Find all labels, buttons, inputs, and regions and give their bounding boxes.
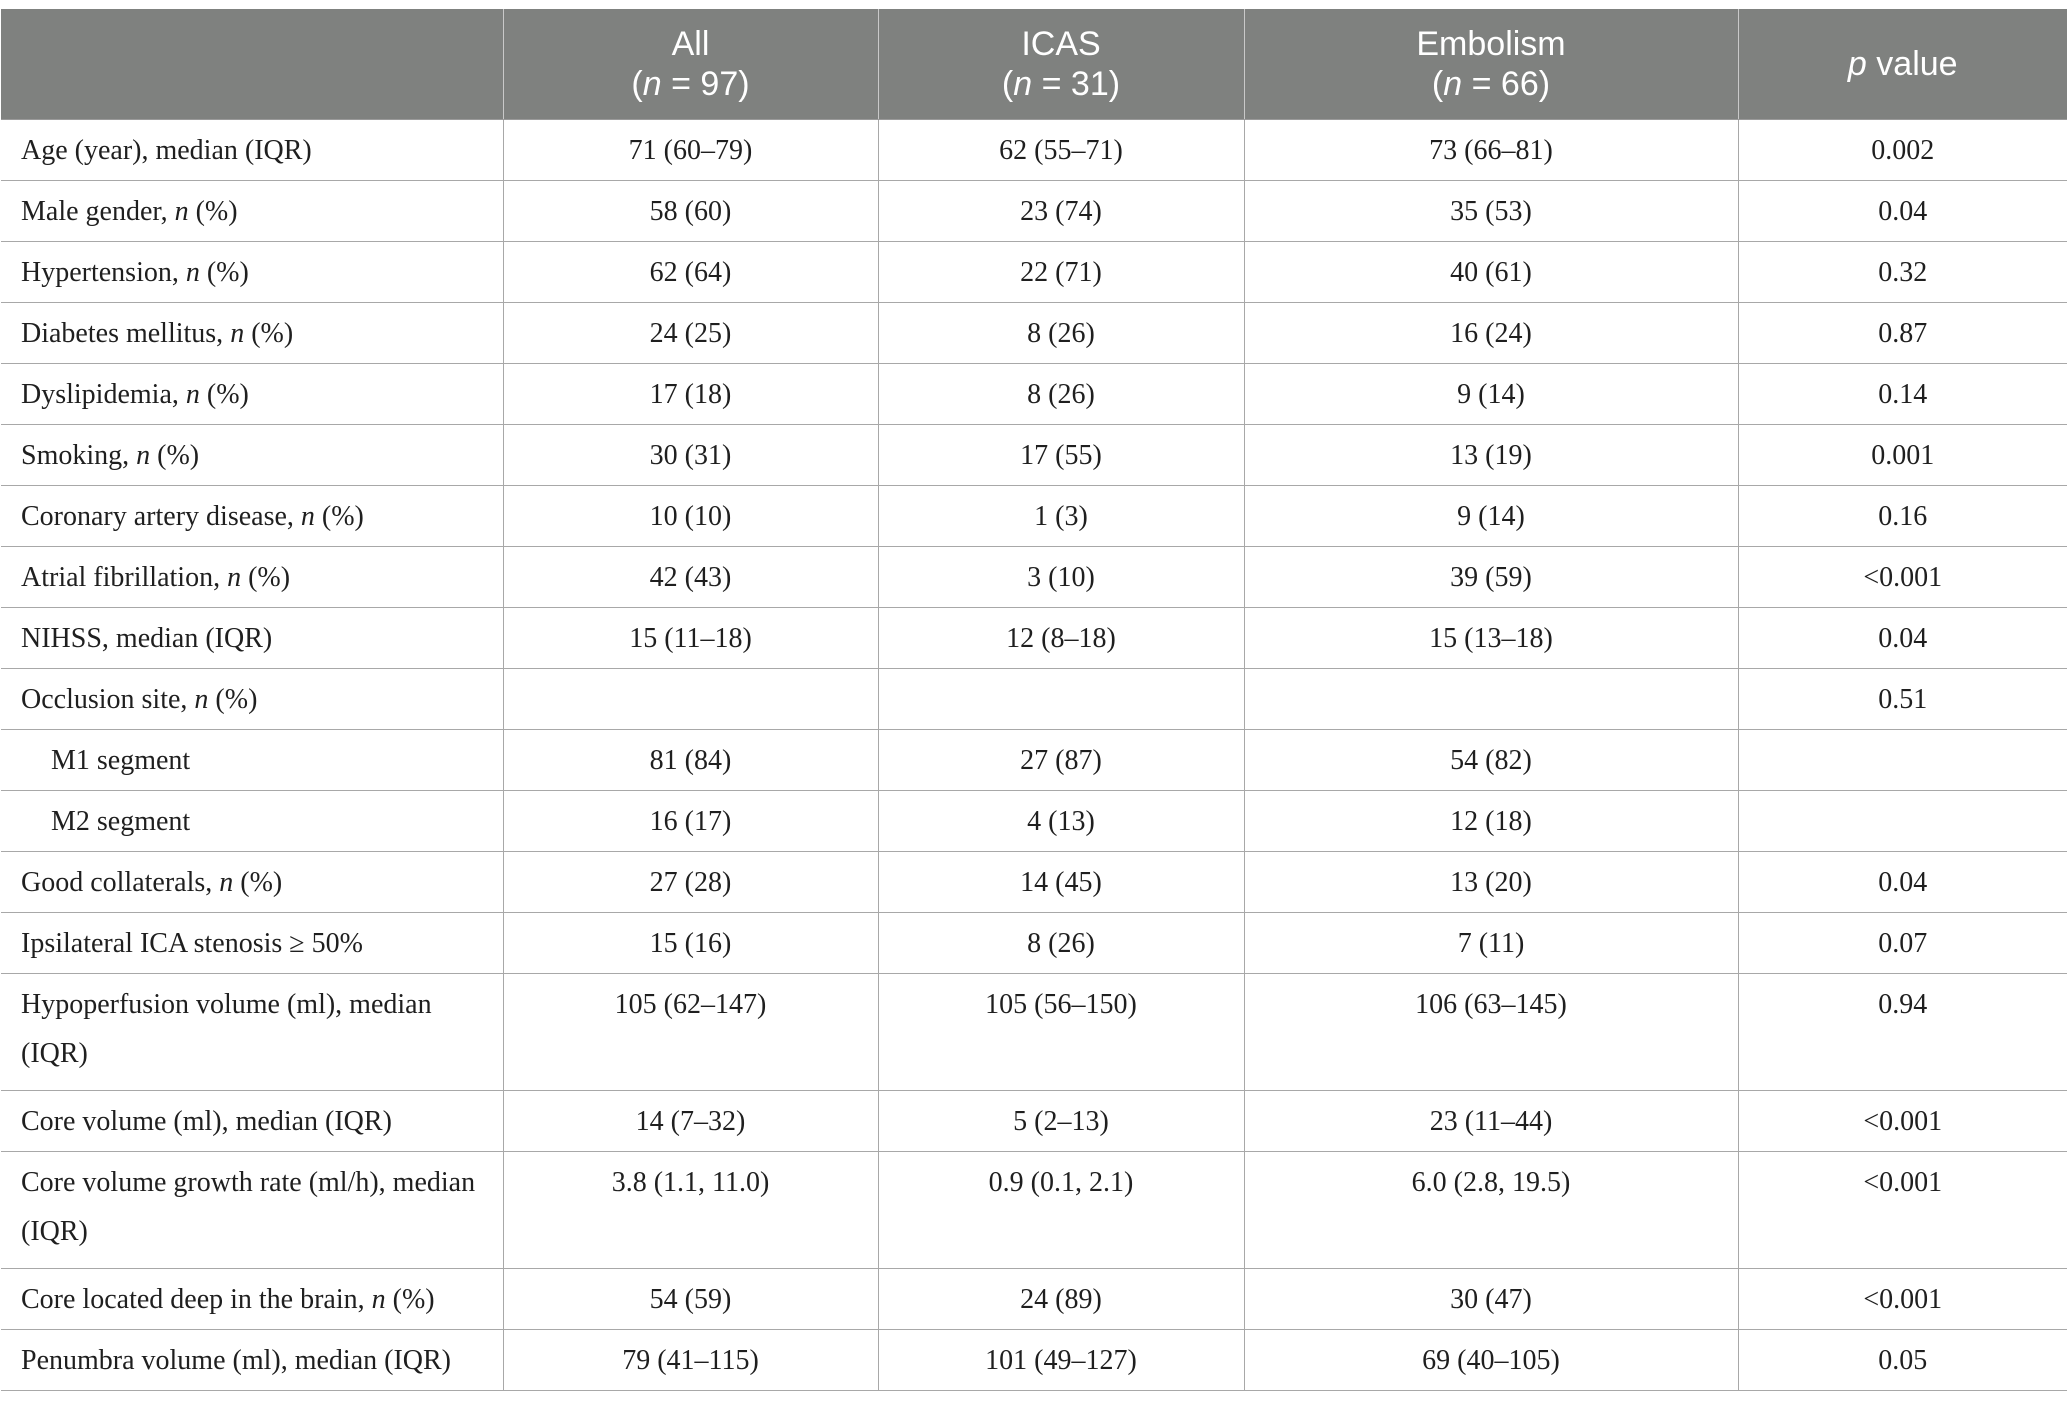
cell-all: 30 (31) bbox=[503, 425, 878, 486]
row-label: Smoking, n (%) bbox=[1, 425, 503, 486]
cell-all: 16 (17) bbox=[503, 791, 878, 852]
table-row bbox=[1, 852, 2067, 913]
cell-embolism: 13 (19) bbox=[1244, 425, 1738, 486]
cell-all: 81 (84) bbox=[503, 730, 878, 791]
table-row bbox=[1, 974, 2067, 1091]
row-label: M1 segment bbox=[1, 730, 503, 791]
cell-p-value: 0.94 bbox=[1738, 974, 2067, 1091]
cell-icas: 4 (13) bbox=[878, 791, 1244, 852]
cell-embolism: 12 (18) bbox=[1244, 791, 1738, 852]
cell-embolism: 30 (47) bbox=[1244, 1269, 1738, 1330]
header-icas bbox=[878, 9, 1244, 120]
table-row bbox=[1, 669, 2067, 730]
cell-all: 3.8 (1.1, 11.0) bbox=[503, 1152, 878, 1269]
row-label: Atrial fibrillation, n (%) bbox=[1, 547, 503, 608]
cell-all: 42 (43) bbox=[503, 547, 878, 608]
header-row bbox=[1, 9, 2067, 120]
cell-embolism: 7 (11) bbox=[1244, 913, 1738, 974]
cell-p-value: 0.001 bbox=[1738, 425, 2067, 486]
cell-all: 79 (41–115) bbox=[503, 1330, 878, 1391]
cell-icas: 12 (8–18) bbox=[878, 608, 1244, 669]
table-row bbox=[1, 1330, 2067, 1391]
cell-icas: 5 (2–13) bbox=[878, 1091, 1244, 1152]
row-label: Coronary artery disease, n (%) bbox=[1, 486, 503, 547]
cell-p-value: <0.001 bbox=[1738, 1091, 2067, 1152]
cell-all: 62 (64) bbox=[503, 242, 878, 303]
cell-embolism: 69 (40–105) bbox=[1244, 1330, 1738, 1391]
cell-p-value: <0.001 bbox=[1738, 1152, 2067, 1269]
cell-all: 17 (18) bbox=[503, 364, 878, 425]
cell-icas: 101 (49–127) bbox=[878, 1330, 1244, 1391]
cell-icas: 24 (89) bbox=[878, 1269, 1244, 1330]
table-row bbox=[1, 120, 2067, 181]
cell-all bbox=[503, 669, 878, 730]
cell-all: 54 (59) bbox=[503, 1269, 878, 1330]
cell-all: 24 (25) bbox=[503, 303, 878, 364]
table-row bbox=[1, 730, 2067, 791]
cell-embolism: 54 (82) bbox=[1244, 730, 1738, 791]
table-body bbox=[1, 120, 2067, 1391]
cell-all: 14 (7–32) bbox=[503, 1091, 878, 1152]
cell-icas: 8 (26) bbox=[878, 303, 1244, 364]
cell-p-value: 0.16 bbox=[1738, 486, 2067, 547]
table-row bbox=[1, 608, 2067, 669]
cell-all: 10 (10) bbox=[503, 486, 878, 547]
header-embolism-n: (n = 66) bbox=[1431, 65, 1551, 103]
row-label: Occlusion site, n (%) bbox=[1, 669, 503, 730]
table-row bbox=[1, 1152, 2067, 1269]
cell-all: 105 (62–147) bbox=[503, 974, 878, 1091]
baseline-characteristics-table bbox=[1, 9, 2067, 1391]
cell-icas: 27 (87) bbox=[878, 730, 1244, 791]
cell-p-value: 0.32 bbox=[1738, 242, 2067, 303]
cell-p-value: 0.51 bbox=[1738, 669, 2067, 730]
cell-p-value: <0.001 bbox=[1738, 547, 2067, 608]
cell-all: 27 (28) bbox=[503, 852, 878, 913]
cell-p-value: 0.05 bbox=[1738, 1330, 2067, 1391]
row-label: Ipsilateral ICA stenosis ≥ 50% bbox=[1, 913, 503, 974]
cell-icas: 14 (45) bbox=[878, 852, 1244, 913]
cell-all: 15 (11–18) bbox=[503, 608, 878, 669]
header-icas-title: ICAS bbox=[1021, 25, 1101, 63]
cell-embolism: 6.0 (2.8, 19.5) bbox=[1244, 1152, 1738, 1269]
row-label: Core volume (ml), median (IQR) bbox=[1, 1091, 503, 1152]
row-label: Hypoperfusion volume (ml), median (IQR) bbox=[1, 974, 503, 1091]
table-row bbox=[1, 242, 2067, 303]
cell-icas: 17 (55) bbox=[878, 425, 1244, 486]
cell-embolism: 106 (63–145) bbox=[1244, 974, 1738, 1091]
cell-icas: 3 (10) bbox=[878, 547, 1244, 608]
header-embolism bbox=[1244, 9, 1738, 120]
cell-p-value: <0.001 bbox=[1738, 1269, 2067, 1330]
cell-embolism: 9 (14) bbox=[1244, 364, 1738, 425]
table-row bbox=[1, 364, 2067, 425]
header-p-value bbox=[1738, 9, 2067, 120]
row-label: Diabetes mellitus, n (%) bbox=[1, 303, 503, 364]
row-label: M2 segment bbox=[1, 791, 503, 852]
cell-p-value bbox=[1738, 791, 2067, 852]
cell-all: 71 (60–79) bbox=[503, 120, 878, 181]
cell-p-value: 0.04 bbox=[1738, 181, 2067, 242]
row-label: Hypertension, n (%) bbox=[1, 242, 503, 303]
cell-embolism: 39 (59) bbox=[1244, 547, 1738, 608]
header-p-rest: value bbox=[1866, 45, 1958, 83]
cell-icas: 8 (26) bbox=[878, 364, 1244, 425]
row-label: Core located deep in the brain, n (%) bbox=[1, 1269, 503, 1330]
table-row bbox=[1, 486, 2067, 547]
row-label: Dyslipidemia, n (%) bbox=[1, 364, 503, 425]
cell-embolism: 35 (53) bbox=[1244, 181, 1738, 242]
cell-embolism: 13 (20) bbox=[1244, 852, 1738, 913]
header-label-column bbox=[1, 9, 503, 120]
table-row bbox=[1, 303, 2067, 364]
cell-embolism: 16 (24) bbox=[1244, 303, 1738, 364]
header-all-n: (n = 97) bbox=[631, 65, 750, 103]
cell-p-value: 0.87 bbox=[1738, 303, 2067, 364]
cell-all: 15 (16) bbox=[503, 913, 878, 974]
cell-embolism bbox=[1244, 669, 1738, 730]
cell-p-value: 0.14 bbox=[1738, 364, 2067, 425]
row-label: NIHSS, median (IQR) bbox=[1, 608, 503, 669]
header-p-italic: p bbox=[1847, 45, 1867, 83]
cell-icas: 22 (71) bbox=[878, 242, 1244, 303]
table-header bbox=[1, 9, 2067, 120]
table-row bbox=[1, 791, 2067, 852]
row-label: Age (year), median (IQR) bbox=[1, 120, 503, 181]
table-row bbox=[1, 1091, 2067, 1152]
cell-icas: 1 (3) bbox=[878, 486, 1244, 547]
cell-icas: 0.9 (0.1, 2.1) bbox=[878, 1152, 1244, 1269]
cell-p-value: 0.04 bbox=[1738, 608, 2067, 669]
cell-icas: 23 (74) bbox=[878, 181, 1244, 242]
header-embolism-title: Embolism bbox=[1416, 25, 1566, 63]
cell-embolism: 15 (13–18) bbox=[1244, 608, 1738, 669]
cell-embolism: 73 (66–81) bbox=[1244, 120, 1738, 181]
header-all-title: All bbox=[671, 25, 710, 63]
cell-p-value: 0.002 bbox=[1738, 120, 2067, 181]
header-icas-n: (n = 31) bbox=[1001, 65, 1121, 103]
row-label: Male gender, n (%) bbox=[1, 181, 503, 242]
header-all bbox=[503, 9, 878, 120]
cell-icas: 8 (26) bbox=[878, 913, 1244, 974]
row-label: Core volume growth rate (ml/h), median (IQR) bbox=[1, 1152, 503, 1269]
row-label: Good collaterals, n (%) bbox=[1, 852, 503, 913]
table-row bbox=[1, 1269, 2067, 1330]
cell-icas bbox=[878, 669, 1244, 730]
table-row bbox=[1, 547, 2067, 608]
cell-icas: 105 (56–150) bbox=[878, 974, 1244, 1091]
table-row bbox=[1, 913, 2067, 974]
cell-embolism: 9 (14) bbox=[1244, 486, 1738, 547]
cell-p-value: 0.07 bbox=[1738, 913, 2067, 974]
cell-p-value: 0.04 bbox=[1738, 852, 2067, 913]
cell-icas: 62 (55–71) bbox=[878, 120, 1244, 181]
cell-p-value bbox=[1738, 730, 2067, 791]
cell-all: 58 (60) bbox=[503, 181, 878, 242]
cell-embolism: 23 (11–44) bbox=[1244, 1091, 1738, 1152]
table-row bbox=[1, 425, 2067, 486]
cell-embolism: 40 (61) bbox=[1244, 242, 1738, 303]
table-row bbox=[1, 181, 2067, 242]
row-label: Penumbra volume (ml), median (IQR) bbox=[1, 1330, 503, 1391]
